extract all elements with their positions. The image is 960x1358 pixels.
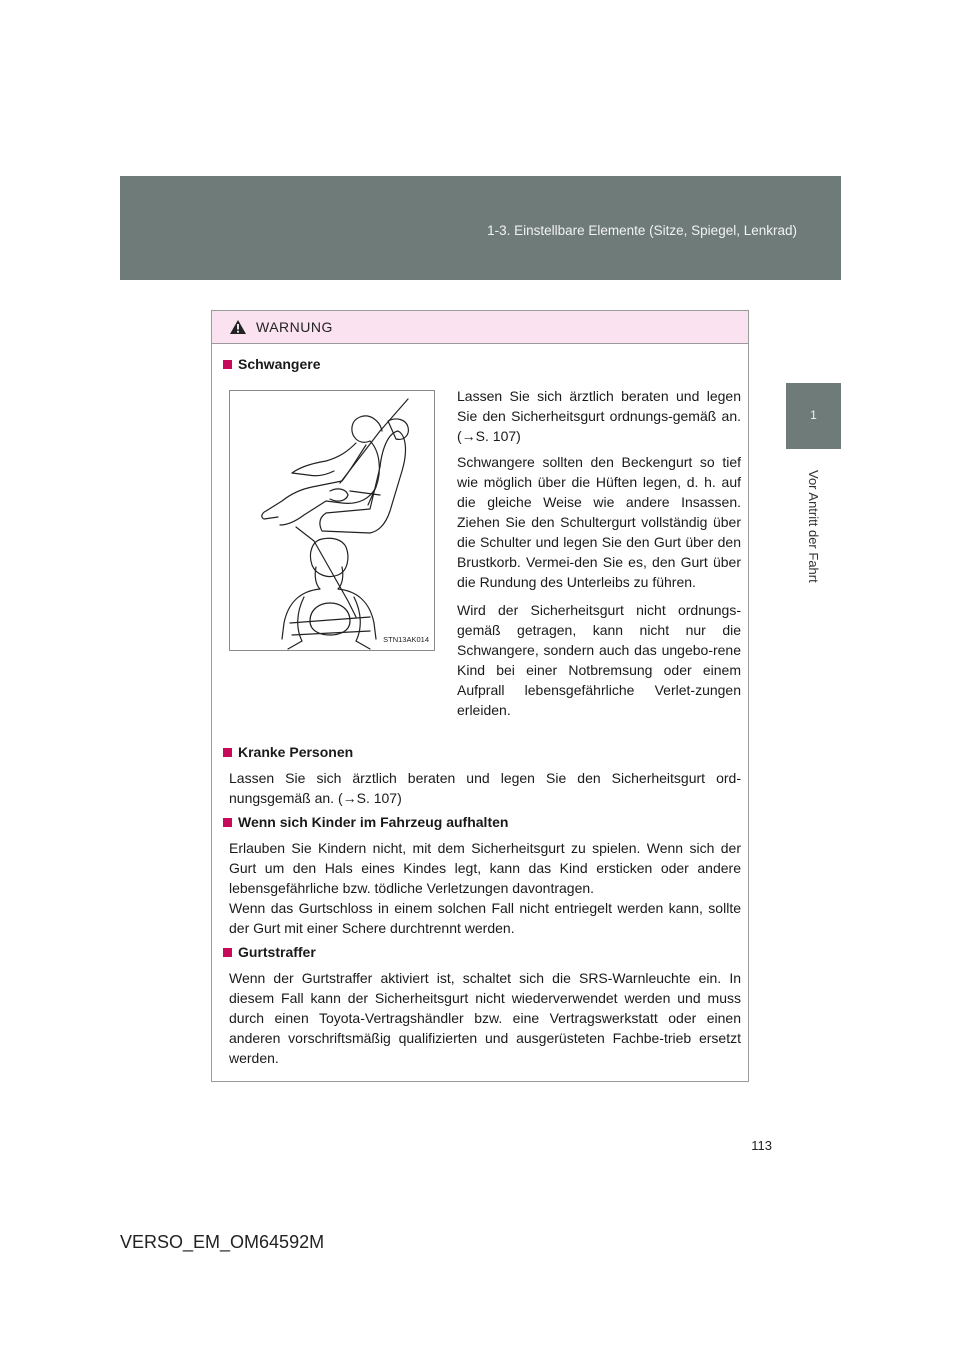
section-heading-kranke-personen: Kranke Personen bbox=[223, 744, 353, 760]
paragraph: Erlauben Sie Kindern nicht, mit dem Sicherheitsgurt zu spielen. Wenn sich der Gurt um den Hals eines Kindes legt, kann das Kind ersticken oder andere lebensgefährliche bzw. tödliche Verletzungen davontragen. bbox=[229, 840, 741, 896]
paragraph: Wenn der Gurtstraffer aktiviert ist, schaltet sich die SRS-Warnleuchte ein. In diesem Fall kann der Sicherheitsgurt nicht wiederverwendet werden und muss durch einen Toyota-Vertragshändler bzw. eine Vertragswerkstatt oder einen anderen vorschriftsmäßig qualifizierten und ausgerüsteten Fachbe-trieb ersetzt werden. bbox=[229, 970, 741, 1066]
bullet-square-icon bbox=[223, 748, 232, 757]
paragraph: Wird der Sicherheitsgurt nicht ordnungs-gemäß getragen, kann nicht nur die Schwangere, sondern auch das ungebo-rene Kind bei einer Notbremsung oder einem Aufprall lebensgefährliche Verlet-zungen erleiden. bbox=[457, 602, 741, 718]
bullet-square-icon bbox=[223, 948, 232, 957]
section-heading-kinder: Wenn sich Kinder im Fahrzeug aufhalten bbox=[223, 814, 508, 830]
paragraph: Lassen Sie sich ärztlich beraten und legen Sie den Sicherheitsgurt ordnungs-gemäß an. (→S. 107) bbox=[457, 388, 741, 444]
paragraph: Wenn das Gurtschloss in einem solchen Fall nicht entriegelt werden kann, sollte der Gurt mit einer Schere durchtrennt werden. bbox=[229, 900, 741, 936]
pregnant-seatbelt-illustration bbox=[229, 390, 435, 651]
chapter-number: 1 bbox=[810, 408, 817, 422]
warning-box bbox=[211, 310, 749, 1082]
bullet-square-icon bbox=[223, 818, 232, 827]
illustration-drawing bbox=[230, 391, 434, 650]
header-band bbox=[120, 176, 841, 280]
figure-id-label: STN13AK014 bbox=[383, 635, 429, 644]
bullet-square-icon bbox=[223, 360, 232, 369]
paragraph: Lassen Sie sich ärztlich beraten und legen Sie den Sicherheitsgurt ord-nungsgemäß an. (→S. 107) bbox=[229, 770, 741, 806]
page-number: 113 bbox=[751, 1138, 772, 1153]
section-title: 1-3. Einstellbare Elemente (Sitze, Spiegel, Lenkrad) bbox=[487, 223, 797, 238]
document-code: VERSO_EM_OM64592M bbox=[120, 1232, 325, 1252]
section-heading-schwangere: Schwangere bbox=[223, 356, 320, 372]
chapter-label: Vor Antritt der Fahrt bbox=[806, 470, 821, 583]
section-heading-gurtstraffer: Gurtstraffer bbox=[223, 944, 316, 960]
paragraph: Schwangere sollten den Beckengurt so tief wie möglich über die Hüften legen, d. h. auf die gleiche Weise wie andere Insassen. Ziehen Sie den Schultergurt vollständig über die Schulter und legen Sie den Gurt über den Brustkorb. Vermei-den Sie es, den Gurt über die Rundung des Unterleibs zu führen. bbox=[457, 454, 741, 590]
warning-title: WARNUNG bbox=[256, 319, 333, 335]
warning-triangle-icon bbox=[229, 319, 247, 335]
warning-header bbox=[212, 311, 748, 344]
chapter-tab bbox=[786, 383, 841, 449]
